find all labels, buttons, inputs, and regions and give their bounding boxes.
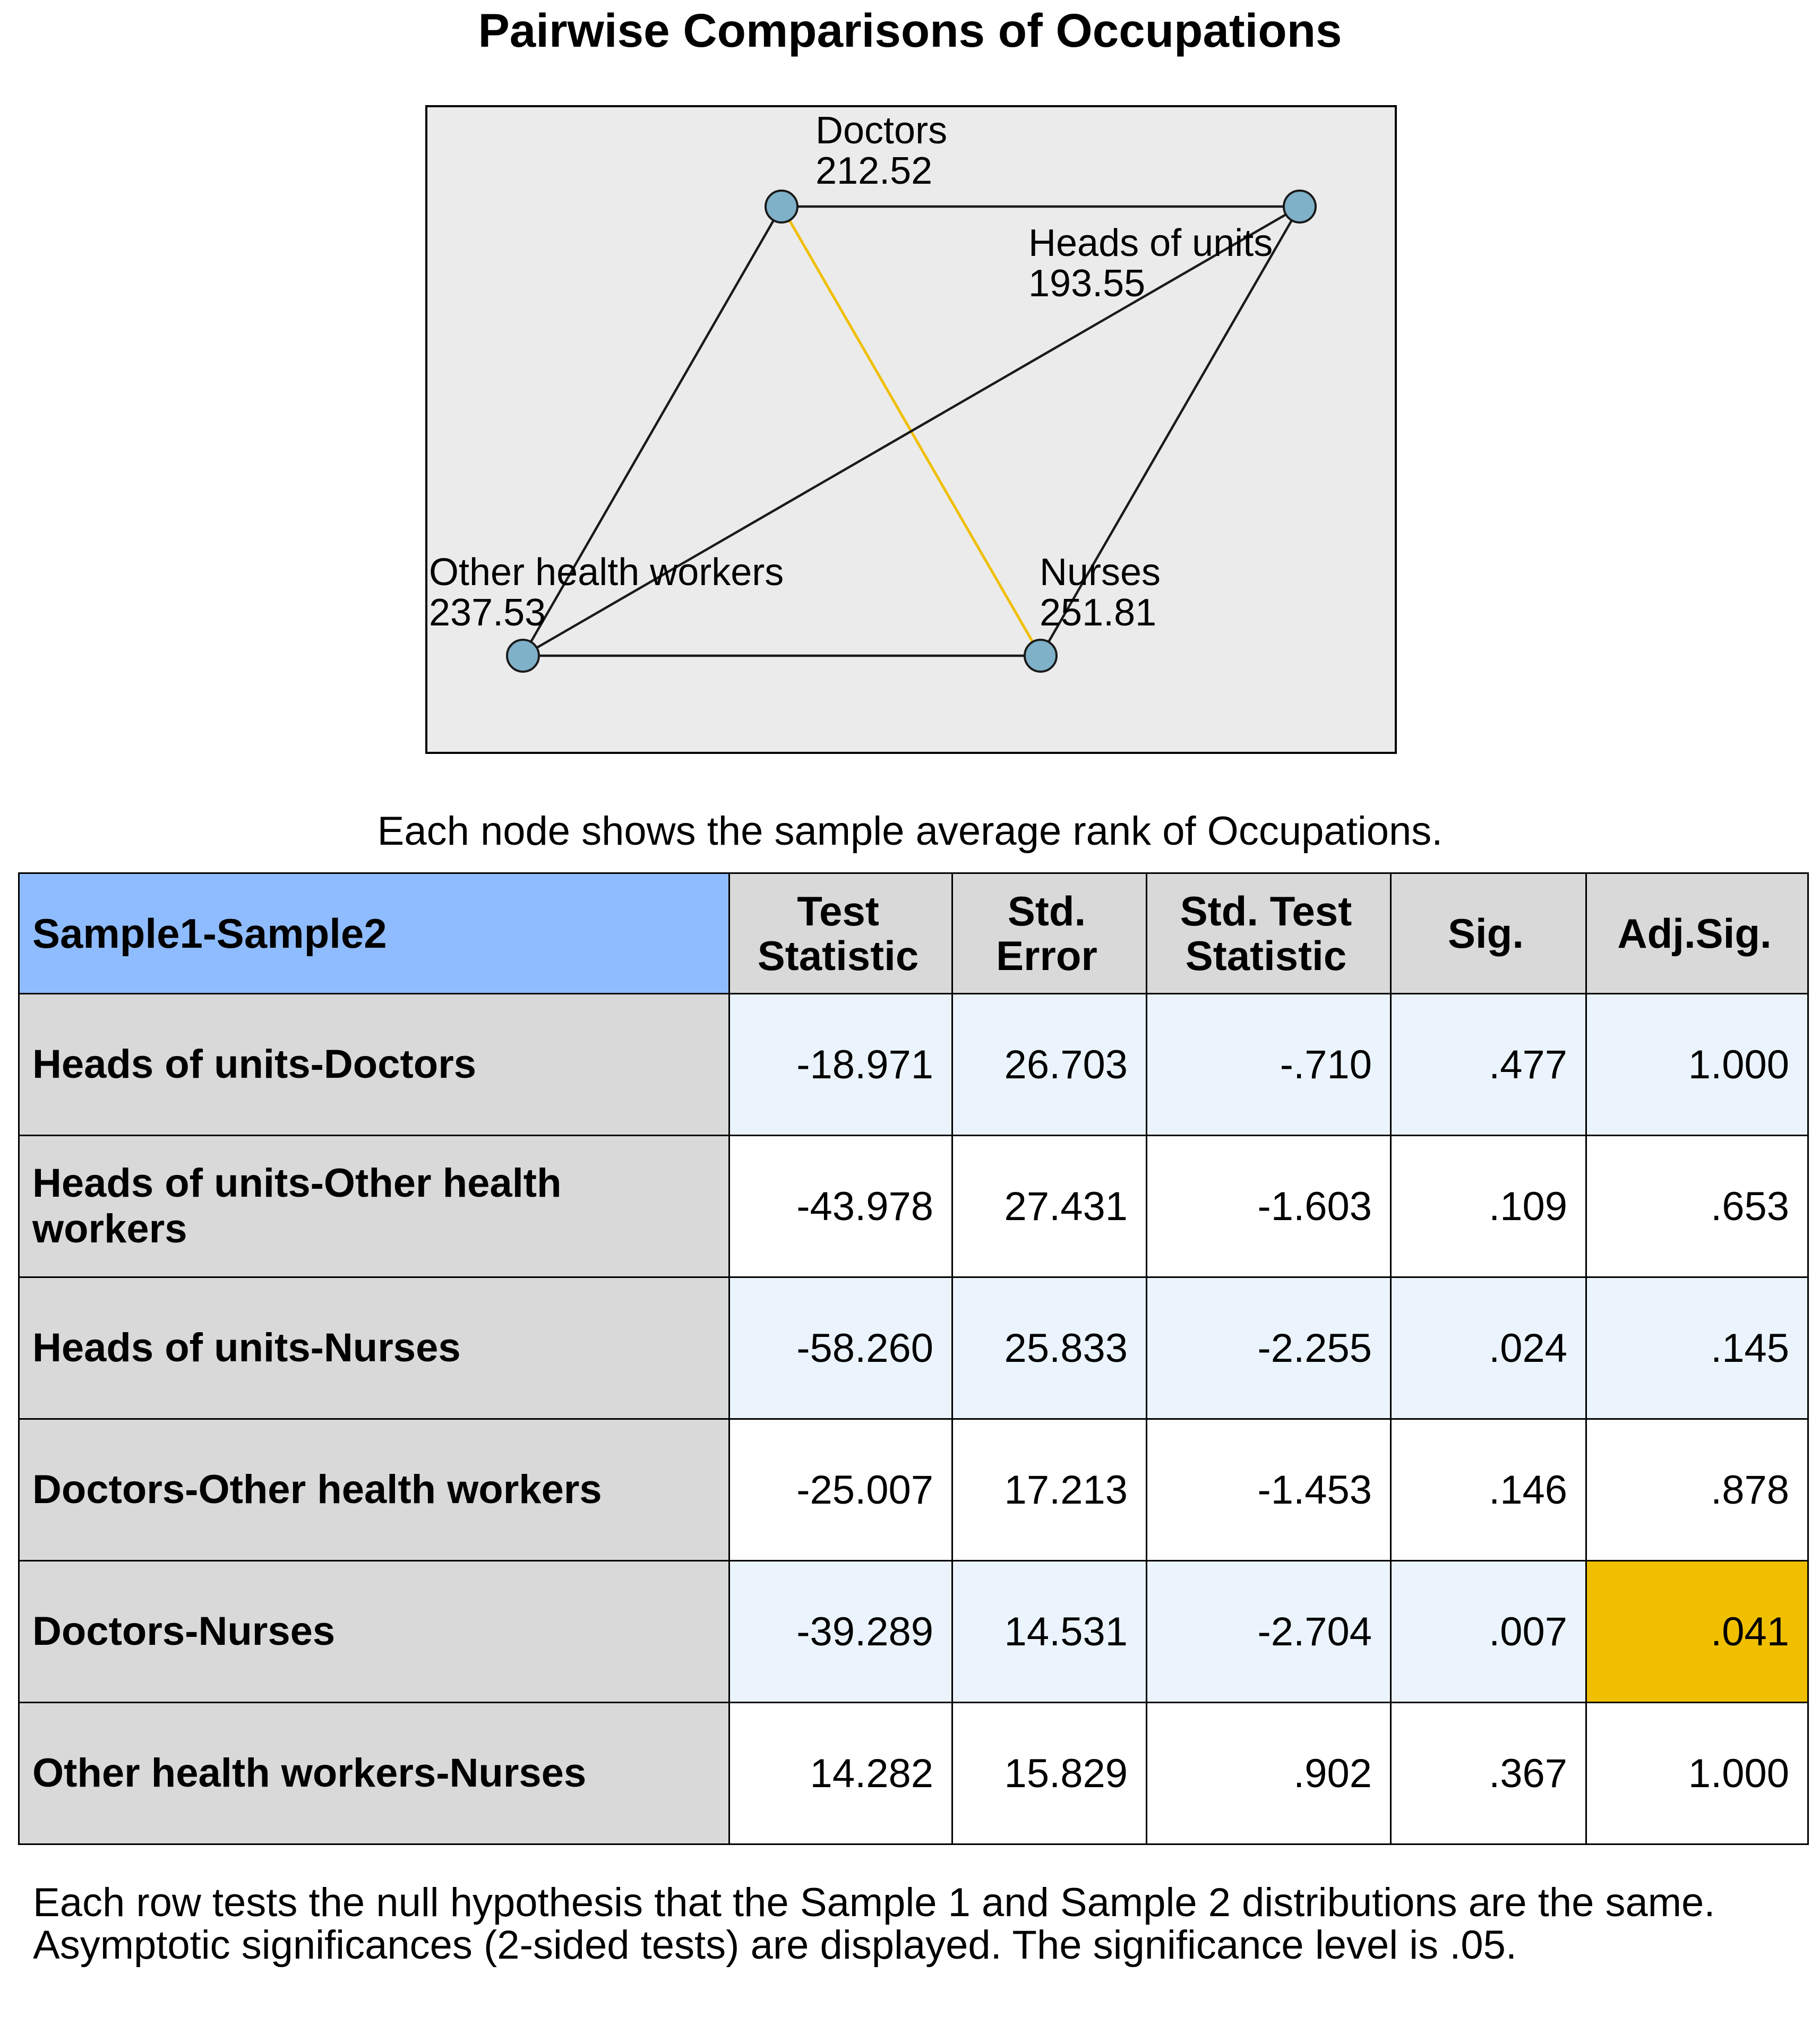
footnote-significance: Asymptotic significances (2-sided tests) are displayed. The significance level is .05. [33,1923,1517,1968]
cell-std-test-statistic: -1.453 [1147,1419,1391,1561]
cell-adj-sig: .878 [1586,1419,1808,1561]
cell-std-test-statistic: -1.603 [1147,1136,1391,1277]
col-header-std-error: Std. Error [952,873,1147,994]
col-header-sig: Sig. [1391,873,1586,994]
table-header-row [19,873,1808,994]
table-row [19,1419,1808,1561]
diagram-caption: Each node shows the sample average rank of Occupations. [377,809,1443,854]
page-title: Pairwise Comparisons of Occupations [478,4,1342,57]
node-other [507,640,539,672]
cell-std-error: 25.833 [952,1277,1147,1419]
cell-test-statistic: -18.971 [729,994,952,1136]
cell-sample: Doctors-Nurses [19,1561,729,1703]
node-label-heads: Heads of units [1028,222,1273,264]
cell-std-test-statistic: -2.255 [1147,1277,1391,1419]
cell-sig: .024 [1391,1277,1586,1419]
cell-adj-sig: .145 [1586,1277,1808,1419]
cell-adj-sig: .041 [1586,1561,1808,1703]
cell-sample: Other health workers-Nurses [19,1703,729,1844]
cell-adj-sig: 1.000 [1586,1703,1808,1844]
cell-std-test-statistic: -.710 [1147,994,1391,1136]
table-row [19,994,1808,1136]
col-header-adj-sig: Adj.Sig. [1586,873,1808,994]
cell-sig: .477 [1391,994,1586,1136]
cell-adj-sig: .653 [1586,1136,1808,1277]
col-header-sample: Sample1-Sample2 [19,873,729,994]
node-label-nurses: Nurses [1040,551,1161,594]
cell-test-statistic: 14.282 [729,1703,952,1844]
cell-test-statistic: -58.260 [729,1277,952,1419]
col-header-test-statistic: Test Statistic [729,873,952,994]
cell-sig: .109 [1391,1136,1586,1277]
cell-sig: .007 [1391,1561,1586,1703]
node-value-other: 237.53 [429,591,546,634]
cell-std-error: 26.703 [952,994,1147,1136]
cell-std-error: 15.829 [952,1703,1147,1844]
node-label-doctors: Doctors [815,109,948,152]
cell-sig: .367 [1391,1703,1586,1844]
node-value-heads: 193.55 [1028,262,1146,305]
cell-adj-sig: 1.000 [1586,994,1808,1136]
cell-std-test-statistic: -2.704 [1147,1561,1391,1703]
node-label-other: Other health workers [429,551,784,594]
node-doctors [766,191,797,222]
cell-test-statistic: -39.289 [729,1561,952,1703]
table-footnotes [33,1882,1785,1967]
cell-test-statistic: -25.007 [729,1419,952,1561]
cell-std-error: 17.213 [952,1419,1147,1561]
cell-std-error: 14.531 [952,1561,1147,1703]
table-row [19,1136,1808,1277]
pairwise-comparisons-table [18,872,1809,1845]
cell-sample: Heads of units-Doctors [19,994,729,1136]
cell-std-test-statistic: .902 [1147,1703,1391,1844]
node-nurses [1025,640,1057,672]
cell-std-error: 27.431 [952,1136,1147,1277]
col-header-std-test-statistic: Std. Test Statistic [1147,873,1391,994]
node-heads [1284,191,1316,222]
table-row [19,1561,1808,1703]
cell-sample: Heads of units-Nurses [19,1277,729,1419]
cell-sig: .146 [1391,1419,1586,1561]
pairwise-network-diagram [0,0,1820,796]
table-row [19,1277,1808,1419]
cell-sample: Doctors-Other health workers [19,1419,729,1561]
footnote-null-hypothesis: Each row tests the null hypothesis that the Sample 1 and Sample 2 distributions are the same. [33,1880,1715,1925]
cell-sample: Heads of units-Other health workers [19,1136,729,1277]
node-value-nurses: 251.81 [1040,591,1157,634]
node-value-doctors: 212.52 [815,150,933,192]
table-row [19,1703,1808,1844]
cell-test-statistic: -43.978 [729,1136,952,1277]
